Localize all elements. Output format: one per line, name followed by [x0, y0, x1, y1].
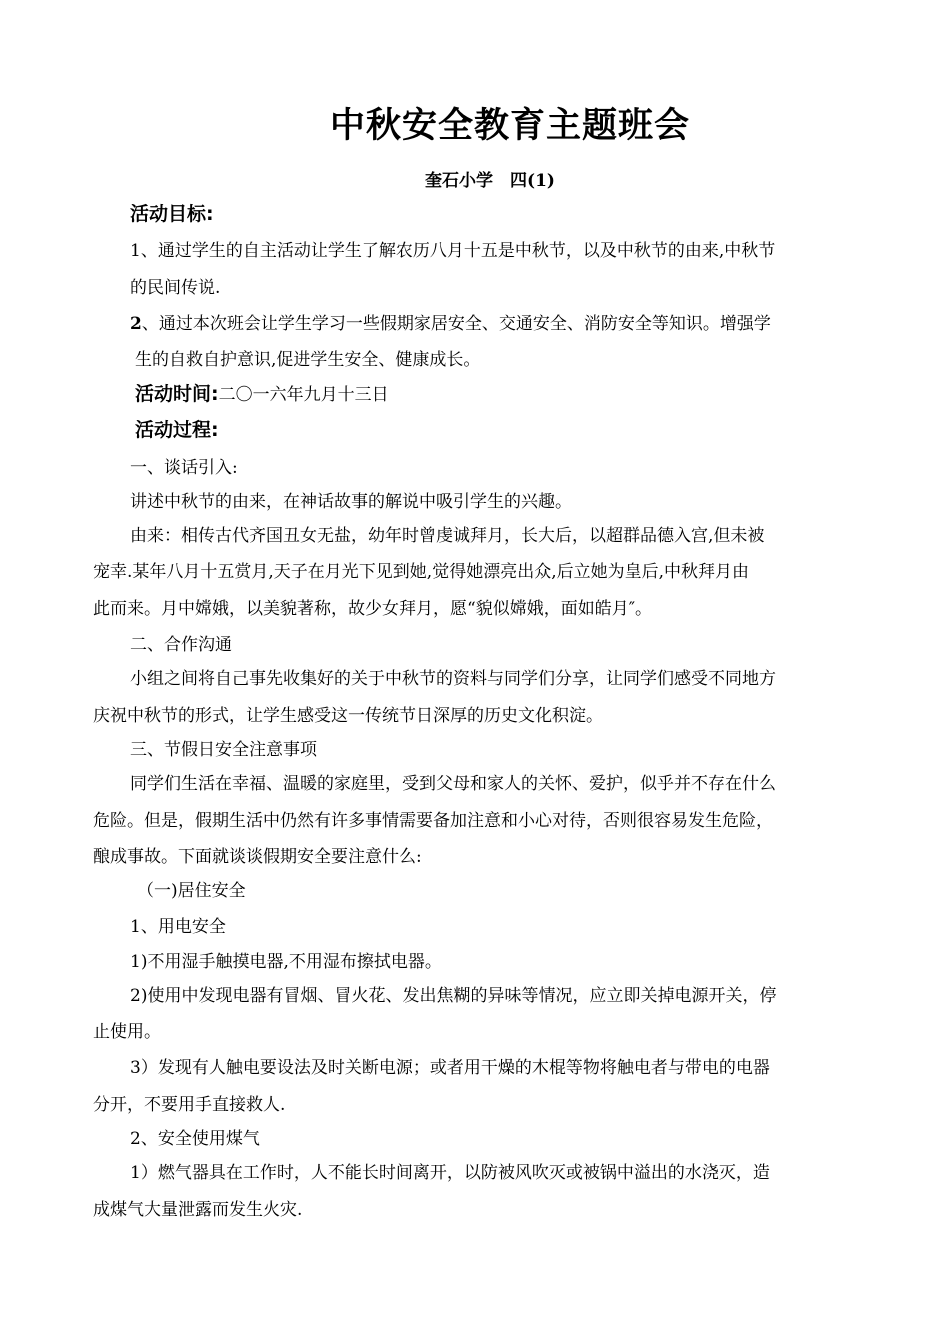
section-1-paragraph-1: 讲述中秋节的由来，在神话故事的解说中吸引学生的兴趣。	[130, 492, 572, 512]
item-1-point-3-line-1: 3）发现有人触电要设法及时关断电源；或者用干燥的木棍等物将触电者与带电的电器	[130, 1058, 770, 1078]
section-3-line-2: 危险。但是，假期生活中仍然有许多事情需要备加注意和小心对待，否则很容易发生危险，	[93, 811, 773, 831]
goal-1-number: 1	[130, 241, 141, 261]
goal-1-line-1	[130, 243, 775, 260]
goal-2-line-2: 生的自救自护意识,促进学生安全、健康成长。	[135, 350, 481, 370]
section-1-paragraph-2-line-3: 此而来。月中嫦娥，以美貌著称，故少女拜月，愿“貌似嫦娥，面如皓月″。	[93, 599, 653, 619]
item-1-point-1: 1)不用湿手触摸电器,不用湿布擦拭电器。	[130, 952, 442, 972]
section-2-line-1: 小组之间将自己事先收集好的关于中秋节的资料与同学们分享，让同学们感受不同地方	[130, 669, 776, 689]
time-label: 活动时间:	[135, 383, 219, 405]
item-1-title: 1、用电安全	[130, 917, 226, 937]
section-3-title: 三、节假日安全注意事项	[130, 740, 317, 760]
section-1-paragraph-2-line-2: 宠幸.某年八月十五赏月,天子在月光下见到她,觉得她漂亮出众,后立她为皇后,中秋拜月由	[93, 562, 750, 582]
section-3-line-3: 酿成事故。下面就谈谈假期安全要注意什么:	[93, 847, 422, 867]
item-1-point-2-line-1: 2)使用中发现电器有冒烟、冒火花、发出焦糊的异味等情况，应立即关掉电源开关，停	[130, 986, 777, 1006]
section-3-line-1: 同学们生活在幸福、温暖的家庭里，受到父母和家人的关怀、爱护，似乎并不存在什么	[130, 774, 776, 794]
item-2-point-1-line-2: 成煤气大量泄露而发生火灾.	[93, 1200, 303, 1220]
item-2-title: 2、安全使用煤气	[130, 1129, 260, 1149]
goal-1-line-2: 的民间传说.	[130, 278, 221, 298]
goal-2-text: 、通过本次班会让学生学习一些假期家居安全、交通安全、消防安全等知识。增强学	[141, 314, 771, 334]
section-1-paragraph-2-line-1: 由来：相传古代齐国丑女无盐，幼年时曾虔诚拜月，长大后，以超群品德入宫,但未被	[130, 526, 765, 546]
goals-heading: 活动目标:	[130, 203, 214, 225]
goal-2-line-1	[130, 316, 771, 333]
page-title: 中秋安全教育主题班会	[329, 106, 690, 146]
time-value: 二〇一六年九月十三日	[218, 385, 389, 405]
goal-2-number: 2	[130, 314, 142, 334]
activity-time	[135, 385, 389, 404]
item-1-point-3-line-2: 分开，不要用手直接救人.	[93, 1095, 286, 1115]
section-2-line-2: 庆祝中秋节的形式，让学生感受这一传统节日深厚的历史文化积淀。	[93, 706, 603, 726]
item-2-point-1-line-1: 1）燃气器具在工作时，人不能长时间离开，以防被风吹灭或被锅中溢出的水浇灭，造	[130, 1163, 770, 1183]
subsection-1-title: （一)居住安全	[137, 881, 246, 901]
goal-1-text: 、通过学生的自主活动让学生了解农历八月十五是中秋节，以及中秋节的由来,中秋节	[140, 241, 776, 261]
process-heading: 活动过程:	[135, 419, 219, 441]
item-1-point-2-line-2: 止使用。	[93, 1022, 161, 1042]
section-2-title: 二、合作沟通	[130, 635, 232, 655]
page-subtitle: 奎石小学 四(1)	[425, 171, 555, 191]
section-1-title: 一、谈话引入:	[130, 458, 238, 478]
